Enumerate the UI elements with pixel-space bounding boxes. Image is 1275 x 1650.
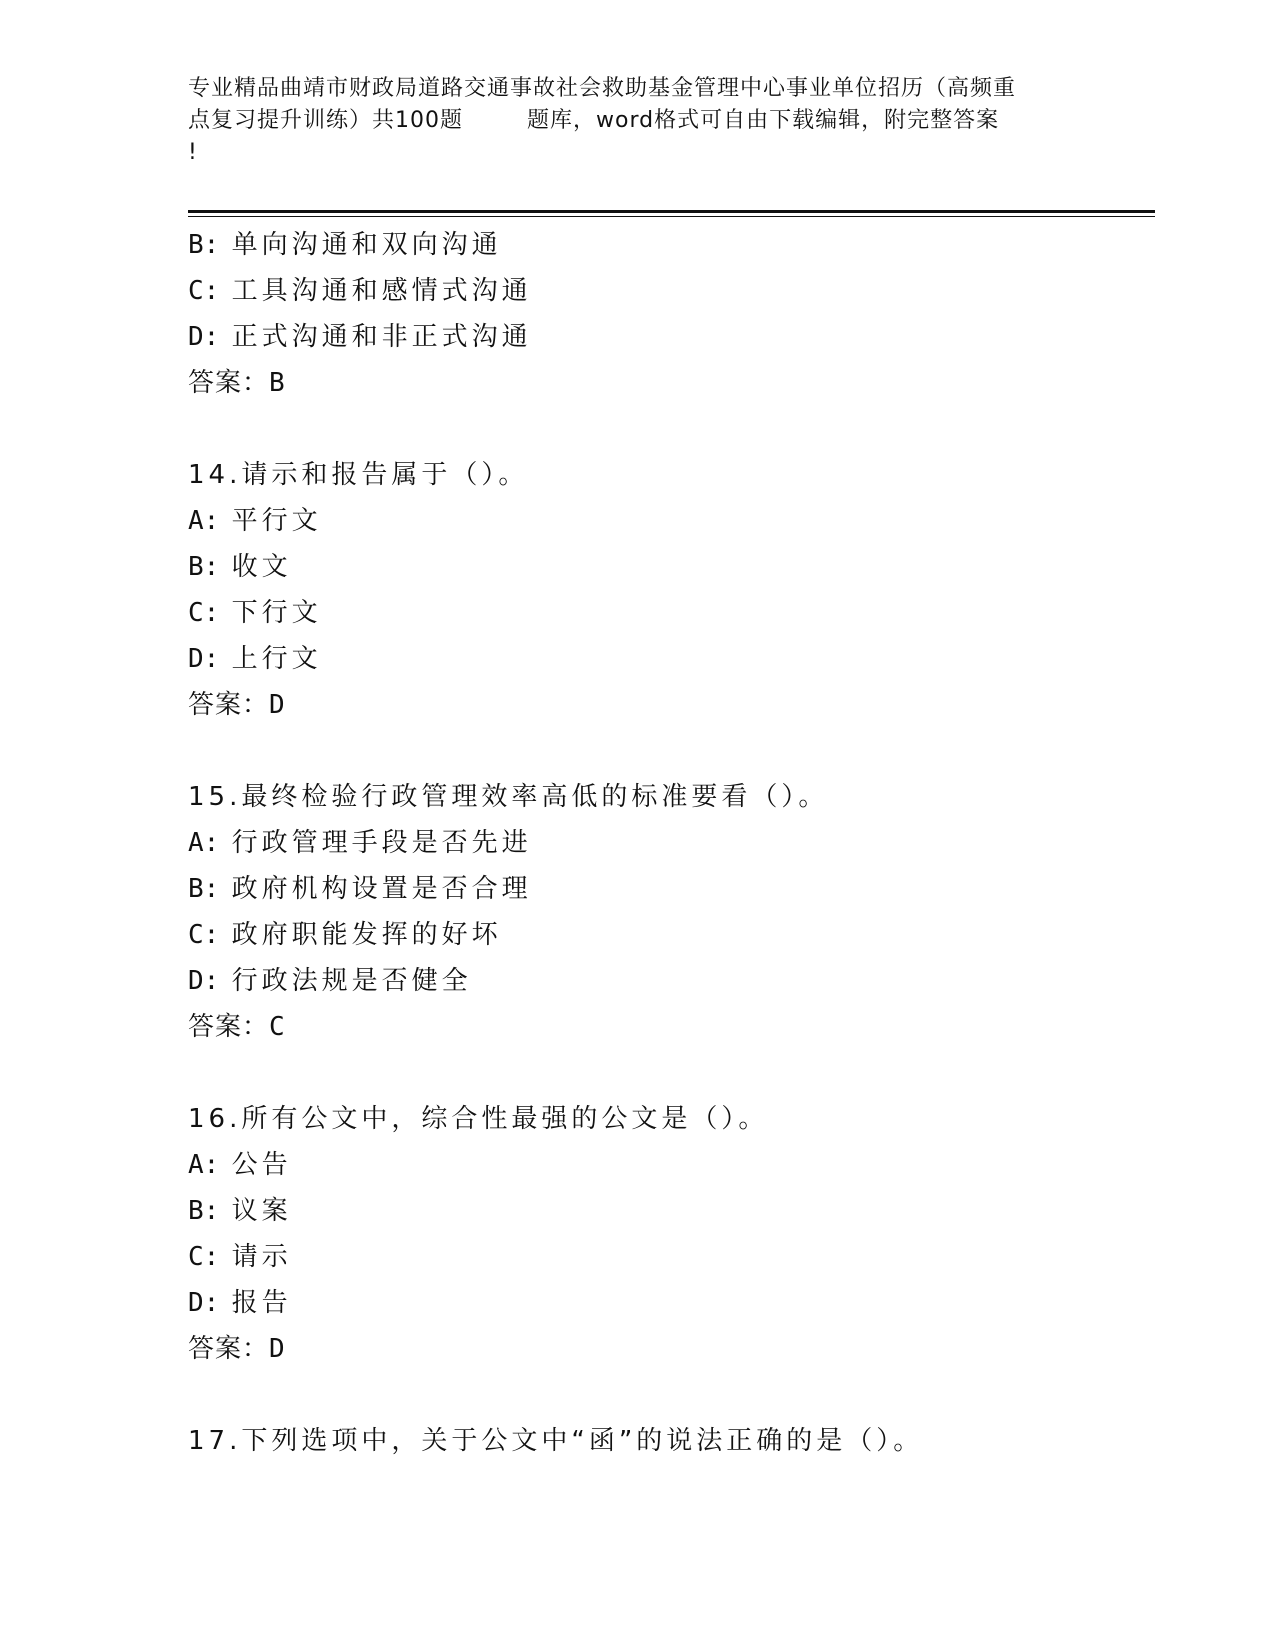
option-d <box>188 1280 1148 1326</box>
option-letter: C: <box>188 598 220 628</box>
option-letter: B: <box>188 230 220 260</box>
question-text: 14.请示和报告属于（）。 <box>188 460 529 490</box>
answer-value: D <box>269 1334 286 1364</box>
option-text: 公告 <box>231 1150 292 1180</box>
option-text: 行政法规是否健全 <box>231 966 472 996</box>
question-text: 17.下列选项中，关于公文中“函”的说法正确的是（）。 <box>188 1426 924 1456</box>
option-c <box>188 268 1148 314</box>
option-letter: C: <box>188 276 220 306</box>
option-b <box>188 866 1148 912</box>
question-13 <box>188 222 1148 406</box>
header-line-2-part-2: 题库，word格式可自由下载编辑，附完整答案 <box>527 108 1000 133</box>
option-c <box>188 1234 1148 1280</box>
option-text: 议案 <box>231 1196 292 1226</box>
option-c <box>188 912 1148 958</box>
option-b <box>188 222 1148 268</box>
option-letter: A: <box>188 828 220 858</box>
option-b <box>188 544 1148 590</box>
header-line-1: 专业精品曲靖市财政局道路交通事故社会救助基金管理中心事业单位招历（高频重 <box>188 76 1017 101</box>
option-text: 工具沟通和感情式沟通 <box>231 276 532 306</box>
header-divider-thick <box>188 210 1155 213</box>
answer-label: 答案： <box>188 368 270 398</box>
option-d <box>188 958 1148 1004</box>
option-text: 正式沟通和非正式沟通 <box>231 322 532 352</box>
answer-label: 答案： <box>188 690 270 720</box>
option-text: 上行文 <box>231 644 322 674</box>
option-letter: D: <box>188 966 220 996</box>
option-letter: A: <box>188 506 220 536</box>
answer-label: 答案： <box>188 1334 270 1364</box>
option-letter: B: <box>188 874 220 904</box>
option-text: 单向沟通和双向沟通 <box>231 230 502 260</box>
answer-line <box>188 360 1148 406</box>
option-a <box>188 820 1148 866</box>
header-divider-thin <box>188 216 1155 217</box>
option-text: 收文 <box>231 552 292 582</box>
question-16 <box>188 1096 1148 1372</box>
document-header <box>188 73 1108 169</box>
answer-label: 答案： <box>188 1012 270 1042</box>
question-14 <box>188 452 1148 728</box>
answer-value: B <box>269 368 286 398</box>
option-text: 下行文 <box>231 598 322 628</box>
option-letter: D: <box>188 644 220 674</box>
option-b <box>188 1188 1148 1234</box>
option-letter: C: <box>188 1242 220 1272</box>
header-line-3: ! <box>188 140 198 165</box>
option-letter: D: <box>188 322 220 352</box>
option-letter: C: <box>188 920 220 950</box>
option-text: 报告 <box>231 1288 292 1318</box>
option-letter: B: <box>188 552 220 582</box>
option-c <box>188 590 1148 636</box>
option-letter: D: <box>188 1288 220 1318</box>
answer-line <box>188 1326 1148 1372</box>
option-a <box>188 498 1148 544</box>
option-text: 请示 <box>231 1242 292 1272</box>
option-d <box>188 314 1148 360</box>
question-15 <box>188 774 1148 1050</box>
option-letter: A: <box>188 1150 220 1180</box>
answer-line <box>188 682 1148 728</box>
option-text: 行政管理手段是否先进 <box>231 828 532 858</box>
option-text: 平行文 <box>231 506 322 536</box>
header-line-2-part-1: 点复习提升训练）共100题 <box>188 108 463 133</box>
option-letter: B: <box>188 1196 220 1226</box>
question-list <box>188 222 1148 1464</box>
option-text: 政府机构设置是否合理 <box>231 874 532 904</box>
question-17 <box>188 1418 1148 1464</box>
answer-line <box>188 1004 1148 1050</box>
answer-value: D <box>269 690 286 720</box>
question-text: 15.最终检验行政管理效率高低的标准要看（）。 <box>188 782 829 812</box>
option-text: 政府职能发挥的好坏 <box>231 920 502 950</box>
option-d <box>188 636 1148 682</box>
answer-value: C <box>269 1012 286 1042</box>
header-line-2 <box>188 105 1108 137</box>
question-text: 16.所有公文中，综合性最强的公文是（）。 <box>188 1104 769 1134</box>
option-a <box>188 1142 1148 1188</box>
